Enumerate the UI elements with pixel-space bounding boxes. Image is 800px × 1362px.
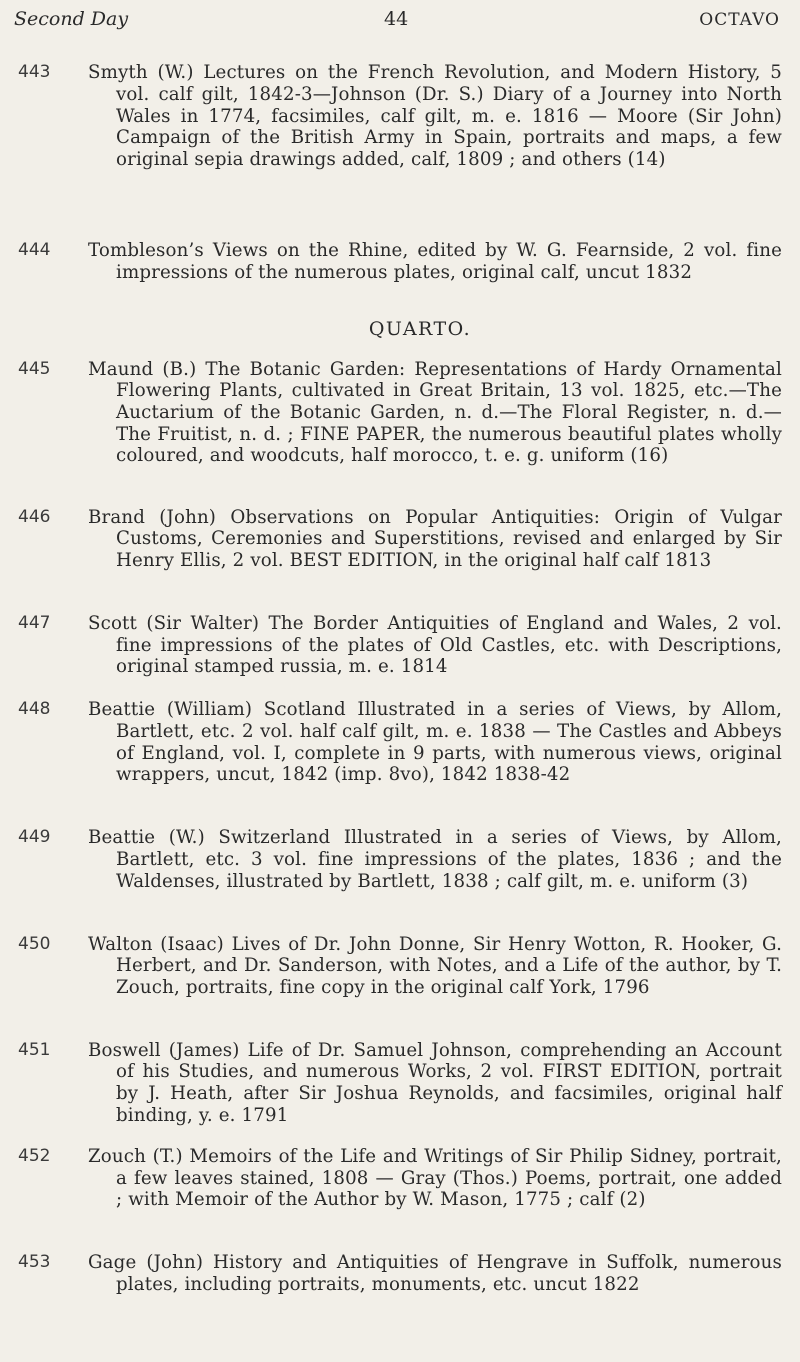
lot-entry (0, 1252, 800, 1322)
lot-description: Maund (B.) The Botanic Garden: Representations of Hardy Ornamental Flowering Plants, cultivated in Great Britain, 13 vol. 1825, etc.—The Auctarium of the Botanic Garden, n. d.—The Floral Register, n. d.—The Fruitist, n. d. ; FINE PAPER, the numerous beautiful plates wholly coloured, and woodcuts, half morocco, t. e. g. uniform (16) (88, 358, 782, 467)
lot-entry (0, 934, 800, 1022)
page-number: 44 (384, 8, 409, 30)
lot-number: 444 (18, 240, 51, 261)
lot-description: Boswell (James) Life of Dr. Samuel Johnson, comprehending an Account of his Studies, and numerous Works, 2 vol. FIRST EDITION, portrait by J. Heath, after Sir Joshua Reynolds, and facsimiles, original half binding, y. e. 1791 (88, 1039, 782, 1126)
lot-entry (0, 827, 800, 915)
lot-number: 453 (18, 1252, 51, 1273)
lot-entry (0, 240, 800, 310)
lot-description: Zouch (T.) Memoirs of the Life and Writings of Sir Philip Sidney, portrait, a few leaves stained, 1808 — Gray (Thos.) Poems, portrait, one added ; with Memoir of the Author by W. Mason, 1775 ; calf (2) (88, 1145, 782, 1211)
lot-description: Beattie (William) Scotland Illustrated in a series of Views, by Allom, Bartlett, etc. 2 vol. half calf gilt, m. e. 1838 — The Castles and Abbeys of England, vol. I, complete in 9 parts, with numerous views, original wrappers, uncut, 1842 (imp. 8vo), 1842 1838-42 (88, 699, 782, 786)
lot-description: Scott (Sir Walter) The Border Antiquities of England and Wales, 2 vol. fine impressions of the plates of Old Castles, etc. with Descriptions, original stamped russia, m. e. 1814 (88, 612, 782, 678)
lot-entry (0, 699, 800, 809)
lot-number: 445 (18, 358, 51, 379)
lot-number: 448 (18, 699, 51, 720)
lot-number: 447 (18, 612, 51, 633)
page-header (0, 8, 800, 42)
lot-number: 449 (18, 827, 51, 848)
lot-entry (0, 1040, 800, 1128)
lot-description: Beattie (W.) Switzerland Illustrated in a series of Views, by Allom, Bartlett, etc. 3 vol. fine impressions of the plates, 1836 ; and the Waldenses, illustrated by Bartlett, 1838 ; calf gilt, m. e. uniform (3) (88, 827, 782, 892)
lot-entry (0, 507, 800, 595)
lot-description: Brand (John) Observations on Popular Antiquities: Origin of Vulgar Customs, Ceremonies and Superstitions, revised and enlarged by Sir Henry Ellis, 2 vol. BEST EDITION, in the original half calf 1813 (88, 506, 782, 572)
lot-entry (0, 62, 800, 222)
lot-number: 443 (18, 62, 51, 83)
lot-number: 450 (18, 933, 51, 954)
lot-description: Smyth (W.) Lectures on the French Revolution, and Modern History, 5 vol. calf gilt, 1842-3—Johnson (Dr. S.) Diary of a Journey into North Wales in 1774, facsimiles, calf gilt, m. e. 1816 — Moore (Sir John) Campaign of the British Army in Spain, portraits and maps, a few original sepia drawings added, calf, 1809 ; and others (14) (88, 62, 782, 170)
section-heading: QUARTO. (368, 318, 472, 341)
lot-description: Gage (John) History and Antiquities of Hengrave in Suffolk, numerous plates, including portraits, monuments, etc. uncut 1822 (88, 1252, 782, 1295)
header-day: Second Day (14, 8, 129, 30)
lot-entry (0, 1146, 800, 1234)
lot-description: Tombleson’s Views on the Rhine, edited by W. G. Fearnside, 2 vol. fine impressions of the numerous plates, original calf, uncut 1832 (88, 240, 782, 284)
lot-number: 452 (18, 1145, 51, 1166)
lot-number: 446 (18, 506, 51, 527)
header-format: OCTAVO (699, 10, 780, 30)
lot-entry (0, 359, 800, 489)
lot-number: 451 (18, 1039, 51, 1060)
lot-list (0, 44, 800, 1322)
lot-entry (0, 613, 800, 681)
lot-description: Walton (Isaac) Lives of Dr. John Donne, Sir Henry Wotton, R. Hooker, G. Herbert, and Dr. Sanderson, with Notes, and a Life of the author, by T. Zouch, portraits, fine copy in the original calf York, 1796 (88, 933, 782, 998)
